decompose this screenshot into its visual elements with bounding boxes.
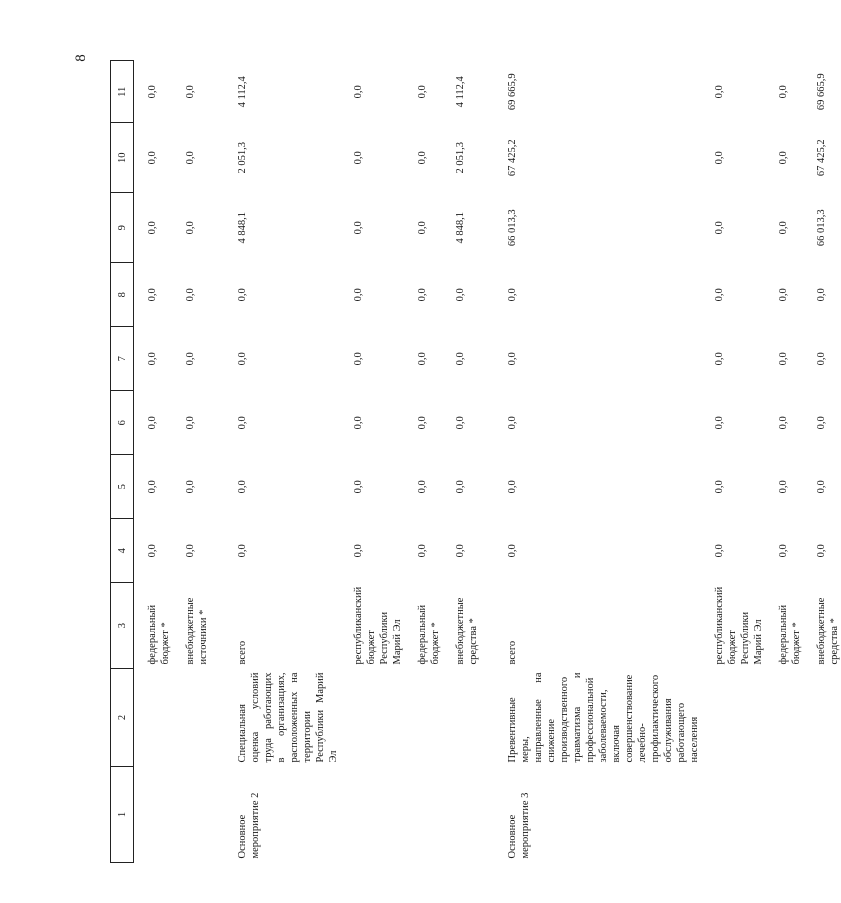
value-cell-col-10: 0,0 bbox=[185, 151, 196, 165]
value-cell-col-4: 0,0 bbox=[147, 544, 158, 558]
value-cell-col-7: 0,0 bbox=[417, 352, 428, 366]
value-cell-col-7: 0,0 bbox=[778, 352, 789, 366]
column-header-11: 11 bbox=[111, 61, 134, 123]
value-cell-col-8: 0,0 bbox=[237, 288, 248, 302]
value-cell-col-6: 0,0 bbox=[185, 416, 196, 430]
value-cell-col-9: 0,0 bbox=[778, 221, 789, 235]
funding-source-cell: всего bbox=[507, 640, 518, 665]
value-cell-col-6: 0,0 bbox=[237, 416, 248, 430]
value-cell-col-6: 0,0 bbox=[147, 416, 158, 430]
funding-source-cell: республиканский бюджет Республики Марий Эл bbox=[353, 586, 403, 665]
value-cell-col-7: 0,0 bbox=[816, 352, 827, 366]
column-header-2: 2 bbox=[111, 669, 134, 767]
description-cell bbox=[404, 669, 442, 767]
event-cell bbox=[172, 767, 210, 863]
table-row bbox=[765, 61, 803, 863]
value-cell-col-4: 0,0 bbox=[185, 544, 196, 558]
value-cell-col-5: 0,0 bbox=[237, 480, 248, 494]
value-cell-col-9: 66 013,3 bbox=[507, 209, 518, 247]
table-row bbox=[172, 61, 210, 863]
column-header-3: 3 bbox=[111, 583, 134, 669]
value-cell-col-5: 0,0 bbox=[778, 480, 789, 494]
value-cell-col-4: 0,0 bbox=[816, 544, 827, 558]
event-cell bbox=[404, 767, 442, 863]
funding-source-cell: внебюджетные источники * bbox=[185, 597, 209, 665]
value-cell-col-11: 0,0 bbox=[147, 85, 158, 99]
description-cell bbox=[442, 669, 480, 767]
value-cell-col-11: 0,0 bbox=[353, 85, 364, 99]
description-cell bbox=[172, 669, 210, 767]
value-cell-col-7: 0,0 bbox=[455, 352, 466, 366]
value-cell-col-9: 0,0 bbox=[185, 221, 196, 235]
value-cell-col-11: 0,0 bbox=[185, 85, 196, 99]
event-cell bbox=[803, 767, 841, 863]
event-cell: Основное мероприятие 3 bbox=[507, 792, 531, 859]
value-cell-col-6: 0,0 bbox=[714, 416, 725, 430]
value-cell-col-10: 2 051,3 bbox=[455, 142, 466, 174]
funding-source-cell: внебюджетные средства * bbox=[455, 597, 479, 665]
value-cell-col-11: 0,0 bbox=[778, 85, 789, 99]
value-cell-col-10: 0,0 bbox=[417, 151, 428, 165]
description-cell bbox=[701, 669, 765, 767]
value-cell-col-10: 67 425,2 bbox=[816, 139, 827, 177]
value-cell-col-9: 4 848,1 bbox=[455, 212, 466, 244]
value-cell-col-8: 0,0 bbox=[507, 288, 518, 302]
description-cell bbox=[340, 669, 404, 767]
table-body bbox=[134, 61, 841, 863]
value-cell-col-10: 0,0 bbox=[353, 151, 364, 165]
event-cell bbox=[134, 767, 173, 863]
value-cell-col-6: 0,0 bbox=[417, 416, 428, 430]
value-cell-col-4: 0,0 bbox=[714, 544, 725, 558]
column-header-5: 5 bbox=[111, 455, 134, 519]
table-row bbox=[701, 61, 765, 863]
value-cell-col-5: 0,0 bbox=[147, 480, 158, 494]
value-cell-col-8: 0,0 bbox=[778, 288, 789, 302]
column-header-9: 9 bbox=[111, 193, 134, 263]
funding-source-cell: федеральный бюджет * bbox=[147, 604, 171, 665]
event-cell bbox=[442, 767, 480, 863]
value-cell-col-5: 0,0 bbox=[353, 480, 364, 494]
value-cell-col-8: 0,0 bbox=[714, 288, 725, 302]
value-cell-col-4: 0,0 bbox=[455, 544, 466, 558]
value-cell-col-9: 0,0 bbox=[353, 221, 364, 235]
table-row bbox=[404, 61, 442, 863]
value-cell-col-4: 0,0 bbox=[237, 544, 248, 558]
value-cell-col-5: 0,0 bbox=[714, 480, 725, 494]
column-header-10: 10 bbox=[111, 123, 134, 193]
table-row bbox=[803, 61, 841, 863]
table-header-row bbox=[111, 61, 134, 863]
value-cell-col-4: 0,0 bbox=[778, 544, 789, 558]
value-cell-col-5: 0,0 bbox=[185, 480, 196, 494]
column-header-7: 7 bbox=[111, 327, 134, 391]
value-cell-col-9: 66 013,3 bbox=[816, 209, 827, 247]
value-cell-col-10: 2 051,3 bbox=[237, 142, 248, 174]
value-cell-col-9: 0,0 bbox=[714, 221, 725, 235]
description-cell bbox=[765, 669, 803, 767]
value-cell-col-10: 0,0 bbox=[714, 151, 725, 165]
funding-source-cell: республиканский бюджет Республики Марий Эл bbox=[714, 586, 764, 665]
value-cell-col-8: 0,0 bbox=[185, 288, 196, 302]
funding-source-cell: внебюджетные средства * bbox=[816, 597, 840, 665]
value-cell-col-5: 0,0 bbox=[816, 480, 827, 494]
event-cell bbox=[701, 767, 765, 863]
value-cell-col-9: 0,0 bbox=[147, 221, 158, 235]
value-cell-col-7: 0,0 bbox=[714, 352, 725, 366]
value-cell-col-6: 0,0 bbox=[778, 416, 789, 430]
value-cell-col-10: 0,0 bbox=[778, 151, 789, 165]
value-cell-col-10: 67 425,2 bbox=[507, 139, 518, 177]
value-cell-col-7: 0,0 bbox=[353, 352, 364, 366]
value-cell-col-11: 69 665,9 bbox=[507, 73, 518, 111]
value-cell-col-11: 0,0 bbox=[417, 85, 428, 99]
value-cell-col-4: 0,0 bbox=[417, 544, 428, 558]
description-cell: Специальная оценка условий труда работающих в организациях, расположенных на территории Республики Марий Эл bbox=[237, 672, 339, 763]
event-cell bbox=[340, 767, 404, 863]
value-cell-col-5: 0,0 bbox=[417, 480, 428, 494]
value-cell-col-8: 0,0 bbox=[816, 288, 827, 302]
value-cell-col-4: 0,0 bbox=[353, 544, 364, 558]
value-cell-col-5: 0,0 bbox=[455, 480, 466, 494]
value-cell-col-9: 0,0 bbox=[417, 221, 428, 235]
description-cell bbox=[803, 669, 841, 767]
value-cell-col-6: 0,0 bbox=[455, 416, 466, 430]
column-header-6: 6 bbox=[111, 391, 134, 455]
table-row bbox=[442, 61, 480, 863]
value-cell-col-7: 0,0 bbox=[185, 352, 196, 366]
value-cell-col-11: 69 665,9 bbox=[816, 73, 827, 111]
event-cell bbox=[765, 767, 803, 863]
value-cell-col-8: 0,0 bbox=[353, 288, 364, 302]
table-row bbox=[134, 61, 173, 863]
value-cell-col-10: 0,0 bbox=[147, 151, 158, 165]
event-cell: Основное мероприятие 2 bbox=[237, 792, 261, 859]
table-row bbox=[480, 61, 701, 863]
funding-source-cell: федеральный бюджет * bbox=[417, 604, 441, 665]
value-cell-col-7: 0,0 bbox=[507, 352, 518, 366]
column-header-8: 8 bbox=[111, 263, 134, 327]
column-header-1: 1 bbox=[111, 767, 134, 863]
table-row bbox=[210, 61, 340, 863]
funding-source-cell: федеральный бюджет * bbox=[778, 604, 802, 665]
page-number: 8 bbox=[73, 54, 89, 62]
value-cell-col-5: 0,0 bbox=[507, 480, 518, 494]
document-sheet bbox=[0, 3, 840, 863]
funding-source-cell: всего bbox=[237, 640, 248, 665]
value-cell-col-4: 0,0 bbox=[507, 544, 518, 558]
value-cell-col-11: 0,0 bbox=[714, 85, 725, 99]
value-cell-col-7: 0,0 bbox=[237, 352, 248, 366]
description-cell bbox=[134, 669, 173, 767]
value-cell-col-9: 4 848,1 bbox=[237, 212, 248, 244]
description-cell: Превентивные меры, направленные на снижение производственного травматизма и профессиональной заболеваемости, включая совершенствование лечебно-профилактического обслуживания работающего населения bbox=[507, 672, 700, 763]
value-cell-col-8: 0,0 bbox=[417, 288, 428, 302]
table-row bbox=[340, 61, 404, 863]
value-cell-col-8: 0,0 bbox=[455, 288, 466, 302]
value-cell-col-11: 4 112,4 bbox=[237, 76, 248, 108]
value-cell-col-6: 0,0 bbox=[816, 416, 827, 430]
value-cell-col-6: 0,0 bbox=[507, 416, 518, 430]
value-cell-col-6: 0,0 bbox=[353, 416, 364, 430]
column-header-4: 4 bbox=[111, 519, 134, 583]
value-cell-col-8: 0,0 bbox=[147, 288, 158, 302]
value-cell-col-11: 4 112,4 bbox=[455, 76, 466, 108]
budget-table bbox=[110, 60, 841, 863]
value-cell-col-7: 0,0 bbox=[147, 352, 158, 366]
